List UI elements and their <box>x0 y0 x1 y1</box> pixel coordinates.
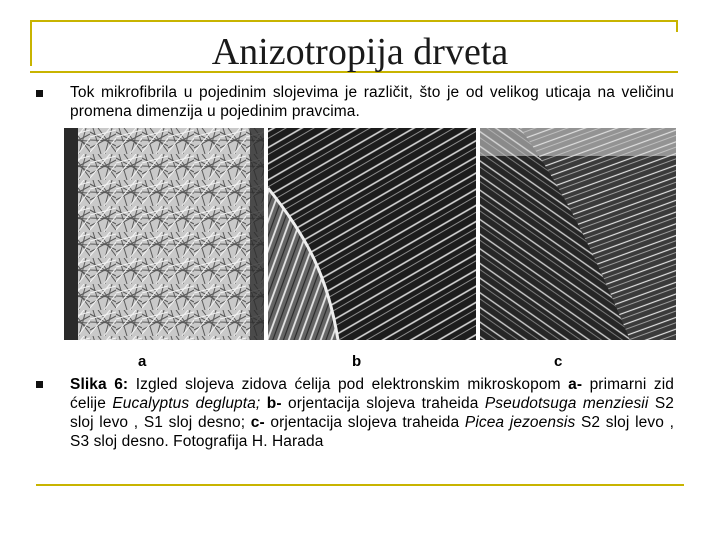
micrograph-c <box>480 128 676 340</box>
label-a: a <box>138 353 147 370</box>
label-b: b <box>352 353 362 370</box>
caption-species-2: Pseudotsuga menziesii <box>484 395 649 412</box>
bullet-marker-1 <box>36 90 43 97</box>
caption-label-a: a- <box>568 376 583 393</box>
caption-figure-label: Slika 6: <box>70 376 129 393</box>
caption-text-2: primarni zid ćelije <box>70 376 674 412</box>
slide-title: Anizotropija drveta <box>211 31 509 73</box>
caption-text-3: orjentacija slojeva traheida <box>281 395 485 412</box>
figure-caption <box>70 375 674 451</box>
caption-label-c: c- <box>250 414 265 431</box>
caption-text-6: S2 sloj levo , S3 sloj desno. Fotografija H. Harada <box>70 414 674 450</box>
caption-species-1: Eucalyptus deglupta; <box>112 395 261 412</box>
bullet-text-1: Tok mikrofibrila u pojedinim slojevima je različit, što je od velikog uticaja na veličinu promena dimenzija u pojedinim pravcima. <box>70 84 674 120</box>
frame-top-rule <box>30 20 678 22</box>
micrograph-b <box>268 128 476 340</box>
micrograph-a <box>64 128 264 340</box>
footer-rule <box>36 484 684 486</box>
caption-text-5: orjentacija slojeva traheida <box>264 414 465 431</box>
caption-species-3: Picea jezoensis <box>464 414 576 431</box>
caption-text-4: S2 sloj levo , S1 sloj desno; <box>70 395 674 431</box>
label-c: c <box>554 353 563 370</box>
caption-label-b: b- <box>266 395 282 412</box>
caption-text-1: Izgled slojeva zidova ćelija pod elektronskim mikroskopom <box>128 376 569 393</box>
bullet-marker-2 <box>36 381 43 388</box>
